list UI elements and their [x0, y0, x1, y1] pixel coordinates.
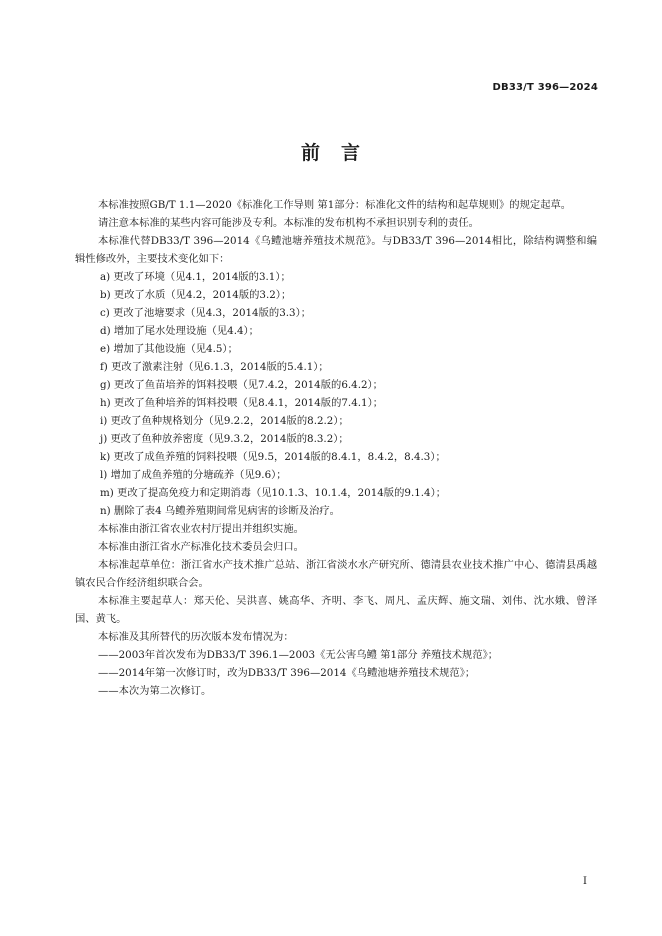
list-item: a) 更改了环境（见4.1，2014版的3.1）； — [100, 271, 291, 283]
drafting-units-paragraph: 本标准起草单位：浙江省水产技术推广总站、浙江省淡水水产研究所、德清县农业技术推广中心、德清县禹越镇农民合作经济组织联合会。 — [75, 559, 597, 589]
list-item: f) 更改了激素注射（见6.1.3，2014版的5.4.1）； — [100, 361, 329, 373]
proposer-paragraph: 本标准由浙江省农业农村厅提出并组织实施。 — [98, 523, 304, 535]
foreword-content — [75, 196, 597, 700]
history-item: ——2003年首次发布为DB33/T 396.1—2003《无公害乌鳢 第1部分 养殖技术规范》； — [98, 649, 499, 661]
replacement-paragraph: 本标准代替DB33/T 396—2014《乌鳢池塘养殖技术规范》。与DB33/T 396—2014相比，除结构调整和编辑性修改外，主要技术变化如下： — [75, 235, 597, 265]
centralizer-paragraph: 本标准由浙江省水产标准化技术委员会归口。 — [98, 541, 304, 553]
list-item: k) 更改了成鱼养殖的饲料投喂（见9.5，2014版的8.4.1，8.4.2，8.4.3）； — [100, 451, 446, 463]
page-number: I — [583, 876, 587, 887]
list-item: j) 更改了鱼种放养密度（见9.3.2，2014版的8.3.2）； — [100, 433, 349, 445]
history-item: ——本次为第二次修订。 — [98, 685, 212, 697]
history-intro-paragraph: 本标准及其所替代的历次版本发布情况为： — [98, 631, 294, 643]
page-title: 前 言 — [300, 142, 361, 164]
history-list — [75, 646, 597, 700]
list-item: i) 更改了鱼种规格划分（见9.2.2，2014版的8.2.2）； — [100, 415, 349, 427]
list-item: m) 更改了提高免疫力和定期消毒（见10.1.3、10.1.4，2014版的9.1.4）； — [100, 487, 447, 499]
changes-list — [75, 268, 597, 520]
list-item: e) 增加了其他设施（见4.5）； — [100, 343, 238, 355]
list-item: l) 增加了成鱼养殖的分塘疏养（见9.6）； — [100, 469, 287, 481]
list-item: h) 更改了鱼种培养的饵料投喂（见8.4.1，2014版的7.4.1）； — [100, 397, 384, 409]
list-item: n) 删除了表4 乌鳢养殖期间常见病害的诊断及治疗。 — [100, 505, 340, 517]
list-item: b) 更改了水质（见4.2，2014版的3.2）； — [100, 289, 292, 301]
patent-notice-paragraph: 请注意本标准的某些内容可能涉及专利。本标准的发布机构不承担识别专利的责任。 — [98, 217, 479, 229]
drafters-paragraph: 本标准主要起草人：郑天伦、吴洪喜、姚高华、齐明、李飞、周凡、孟庆辉、施文瑞、刘伟、沈水娥、曾泽国、黄飞。 — [75, 595, 597, 625]
list-item: c) 更改了池塘要求（见4.3，2014版的3.3）； — [100, 307, 312, 319]
history-item: ——2014年第一次修订时，改为DB33/T 396—2014《乌鳢池塘养殖技术规范》； — [98, 667, 476, 679]
list-item: d) 增加了尾水处理设施（见4.4）； — [100, 325, 259, 337]
doc-code-header: DB33/T 396—2024 — [492, 82, 598, 93]
list-item: g) 更改了鱼苗培养的饵料投喂（见7.4.2，2014版的6.4.2）； — [100, 379, 383, 391]
drafting-rules-paragraph: 本标准按照GB/T 1.1—2020《标准化工作导则 第1部分：标准化文件的结构和起草规则》的规定起草。 — [98, 199, 572, 211]
